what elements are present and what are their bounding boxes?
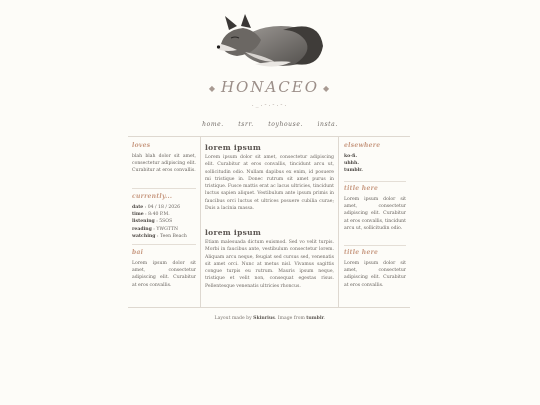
divider [132, 244, 196, 245]
footer-author-link[interactable]: Skinrius [253, 316, 275, 321]
currently-label: time [132, 212, 144, 218]
elsewhere-heading: elsewhere [344, 142, 381, 149]
currently-item: date : 04 / 18 / 2026 [132, 205, 181, 210]
title-here-heading: title here [344, 249, 379, 256]
diamond-icon-left: ◆ [208, 83, 217, 93]
currently-item: reading : YWGTTN [132, 226, 178, 232]
currently-label: date [132, 205, 144, 210]
divider [132, 188, 196, 189]
link-uhhh-label: uhhh. [344, 161, 359, 167]
diamond-icon-right: ◆ [323, 83, 332, 93]
footer-suffix: . [324, 316, 326, 321]
nav-link-toyhouse[interactable]: toyhouse. [268, 121, 303, 128]
elsewhere-links [344, 153, 406, 175]
footer-credit [0, 316, 540, 321]
footer-source-link[interactable]: tumblr [306, 316, 324, 321]
left-sidebar [128, 137, 201, 307]
post-title: lorem ipsum [205, 143, 262, 152]
link-kofi[interactable] [344, 153, 406, 160]
post-title: lorem ipsum [205, 228, 262, 237]
currently-value: Teen Beach [159, 233, 187, 239]
fox-illustration [215, 12, 327, 72]
loves-heading: loves [132, 142, 151, 149]
post-body: Lorem ipsum dolor sit amet, consectetur adipiscing elit. Curabitur at eros convallis, tincidunt arcu ut, sollicitudin odio. Nullam dapibus ex enim, id posuere mi tristique in. Donec rutrum sit amet purus in tristique. Fusce mattis erat ac lacus ultricies, tincidunt luctus sapien aliquet. Vestibulum ante ipsum primis in faucibus orci luctus et ultrices posuere cubilia curae; Duis a lacinia massa. [205, 155, 334, 212]
link-tumblr-label: tumblr. [344, 168, 363, 174]
content-frame [128, 136, 410, 308]
currently-value: YWGTTN [156, 226, 178, 232]
header [0, 0, 540, 135]
currently-value: 5SOS [159, 219, 173, 225]
title-here-heading: title here [344, 185, 379, 192]
footer-middle: . Image from [274, 316, 305, 321]
currently-list [132, 204, 198, 240]
title-divider: ._.-.-.-. [251, 101, 289, 108]
nav-link-insta[interactable]: insta. [317, 121, 338, 128]
nav-link-home[interactable]: home. [202, 121, 224, 128]
bai-heading: bai [132, 249, 144, 256]
link-kofi-label: ko-fi. [344, 154, 358, 159]
right-sidebar [338, 137, 410, 307]
divider [344, 181, 406, 182]
currently-item: listening : 5SOS [132, 219, 173, 225]
currently-label: listening [132, 219, 155, 225]
currently-heading: currently... [132, 193, 173, 200]
footer-prefix: Layout made by [214, 316, 252, 321]
nav-bar [0, 121, 540, 128]
bai-text: Lorem ipsum dolor sit amet, consectetur adipiscing elit. Curabitur at eros convallis. [132, 261, 196, 288]
link-uhhh[interactable] [344, 160, 406, 167]
title-here-text: Lorem ipsum dolor sit amet, consectetur adipiscing elit. Curabitur at eros convallis. [344, 261, 406, 288]
currently-item: time : 8:40 P.M. [132, 212, 170, 218]
currently-item: watching : Teen Beach [132, 233, 187, 239]
currently-value: 8:40 P.M. [148, 212, 170, 218]
link-tumblr[interactable] [344, 167, 406, 174]
currently-label: reading [132, 226, 152, 232]
site-title [0, 78, 540, 96]
site-title-text: HONACEO [220, 78, 320, 96]
title-here-text: Lorem ipsum dolor sit amet, consectetur adipiscing elit. Curabitur at eros convallis, tincidunt arcu ut, sollicitudin odio. [344, 197, 406, 231]
post-body: Etiam malesuada dictum euismod. Sed vo velit turpis. Morbi in faucibus ante, vestibulum consectetur lorem. Aliquam arcu neque, feugiat sed cursus sed, venenatis sit amet orci. Nunc at metus nisl. Vivamus sagittis congue turpis eu rutrum. Mauris ipsum neque, tristique et velit non, consequat egestas risus. Pellentesque venenatis ultricies rhoncus. [205, 240, 334, 289]
currently-value: 04 / 18 / 2026 [147, 205, 181, 210]
main-column [200, 137, 339, 307]
nav-link-tsrr[interactable]: tsrr. [238, 121, 254, 128]
divider [344, 245, 406, 246]
currently-label: watching [132, 233, 156, 239]
loves-text: blah blah dolor sit amet, consectetur adipiscing elit. Curabitur at eros convallis. [132, 154, 196, 174]
